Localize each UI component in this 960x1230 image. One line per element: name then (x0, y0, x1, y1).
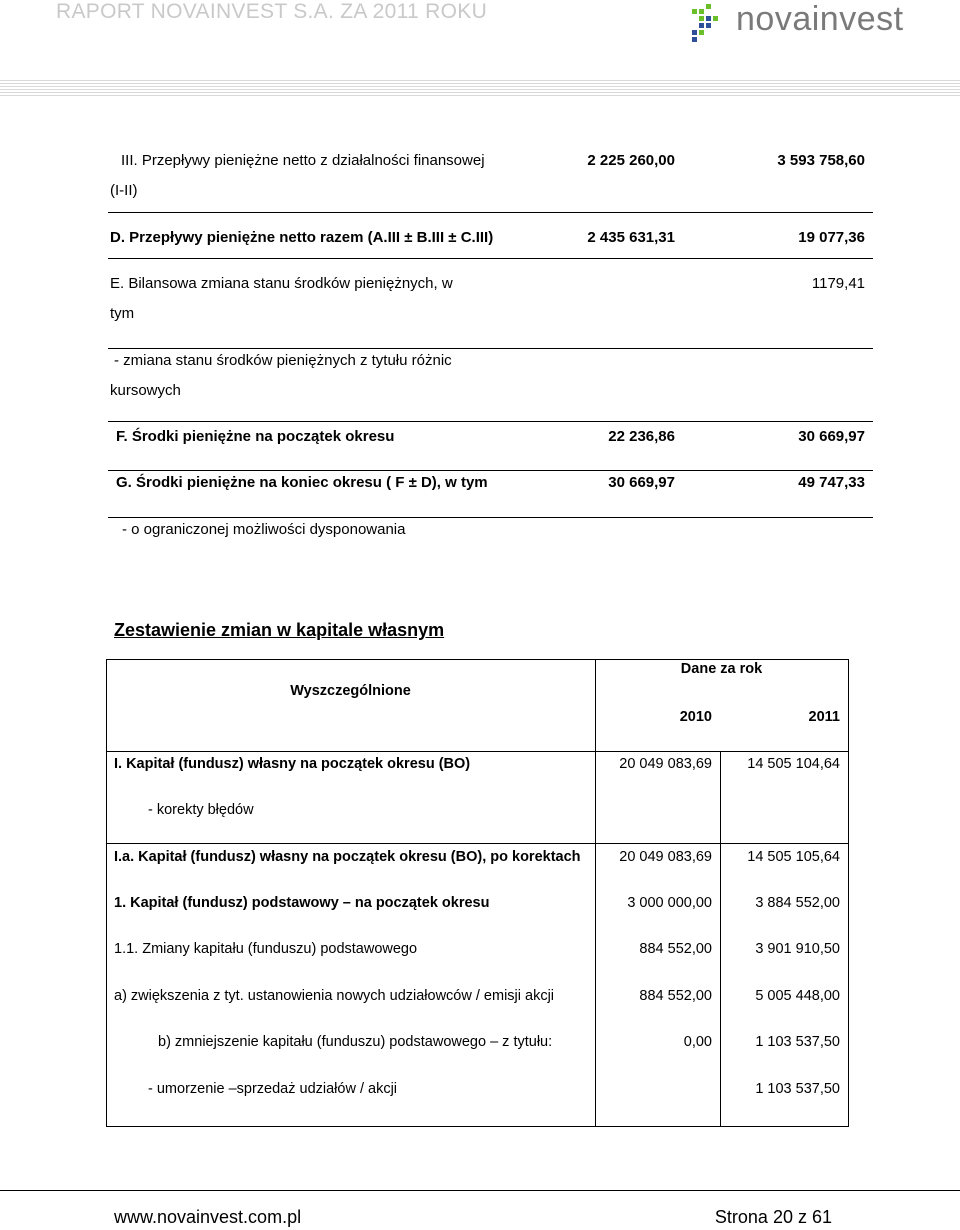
cf-value-2011: 49 747,33 (798, 474, 865, 491)
report-header-title: RAPORT NOVAINVEST S.A. ZA 2011 ROKU (56, 0, 488, 23)
cf-row-label: - zmiana stanu środków pieniężnych z tytułu różnic (114, 352, 452, 369)
table-cell-2011: 14 505 104,64 (747, 756, 840, 772)
header-year-2011: 2011 (808, 709, 840, 725)
logo-wordmark: novainvest (736, 0, 904, 38)
cf-row-label: D. Przepływy pieniężne netto razem (A.III ± B.III ± C.III) (110, 229, 494, 246)
table-cell-2010: 3 000 000,00 (627, 895, 712, 911)
cf-value-2011: 19 077,36 (798, 229, 865, 246)
table-cell-2011: 14 505 105,64 (747, 849, 840, 865)
cf-value-2011: 1179,41 (811, 275, 865, 292)
table-border-right (848, 659, 849, 1126)
table-border-bottom (106, 1126, 849, 1127)
table-cell-2010: 884 552,00 (639, 988, 712, 1004)
cf-row-label: E. Bilansowa zmiana stanu środków pieniężnych, w (110, 275, 453, 292)
table-border-left (106, 659, 107, 1126)
table-column-divider (720, 751, 721, 1126)
table-cell-2010: 20 049 083,69 (619, 756, 712, 772)
table-column-divider (595, 659, 596, 1126)
table-cell-2011: 1 103 537,50 (755, 1081, 840, 1097)
table-row-divider (106, 843, 849, 844)
cf-row-divider (108, 212, 873, 213)
cf-row-divider (108, 517, 873, 518)
cf-value-2010: 30 669,97 (608, 474, 675, 491)
table-row-label: - korekty błędów (148, 802, 254, 818)
cf-row-label: F. Środki pieniężne na początek okresu (116, 428, 395, 445)
cf-value-2010: 22 236,86 (608, 428, 675, 445)
cf-value-2011: 3 593 758,60 (777, 152, 865, 169)
table-row-label: I. Kapitał (fundusz) własny na początek okresu (BO) (114, 756, 471, 772)
table-row-label: b) zmniejszenie kapitału (funduszu) podstawowego – z tytułu: (158, 1034, 553, 1050)
header-divider-bar (0, 80, 960, 97)
cf-row-divider (108, 258, 873, 259)
cf-value-2011: 30 669,97 (798, 428, 865, 445)
cf-row-label: G. Środki pieniężne na koniec okresu ( F ± D), w tym (116, 474, 488, 491)
header-year-group: Dane za rok (680, 661, 763, 677)
equity-section-title: Zestawienie zmian w kapitale własnym (114, 620, 445, 640)
cf-row-label-cont: tym (110, 305, 135, 322)
header-year-2010: 2010 (679, 709, 712, 725)
footer-divider (0, 1190, 960, 1191)
table-row-label: I.a. Kapitał (fundusz) własny na początek okresu (BO), po korektach (114, 849, 581, 865)
table-border-top (106, 659, 849, 660)
table-cell-2011: 3 901 910,50 (755, 941, 840, 957)
cf-row-label: - o ograniczonej możliwości dysponowania (122, 521, 406, 538)
cf-value-2010: 2 225 260,00 (587, 152, 675, 169)
table-cell-2010: 884 552,00 (639, 941, 712, 957)
table-cell-2010: 0,00 (683, 1034, 712, 1050)
table-header-bottom (106, 751, 849, 752)
footer-website-link[interactable]: www.novainvest.com.pl (114, 1207, 302, 1227)
table-row-label: 1.1. Zmiany kapitału (funduszu) podstawowego (114, 941, 418, 957)
cf-row-label-cont: kursowych (110, 382, 181, 399)
cf-row-divider (108, 470, 873, 471)
footer-page-number: Strona 20 z 61 (714, 1207, 832, 1227)
cf-row-divider (108, 421, 873, 422)
table-row-label: a) zwiększenia z tyt. ustanowienia nowych udziałowców / emisji akcji (114, 988, 555, 1004)
table-cell-2011: 3 884 552,00 (755, 895, 840, 911)
table-row-label: 1. Kapitał (fundusz) podstawowy – na początek okresu (114, 895, 490, 911)
table-cell-2011: 5 005 448,00 (755, 988, 840, 1004)
cf-value-2010: 2 435 631,31 (587, 229, 675, 246)
header-description: Wyszczególnione (290, 683, 411, 699)
table-cell-2010: 20 049 083,69 (619, 849, 712, 865)
table-cell-2011: 1 103 537,50 (755, 1034, 840, 1050)
table-row-label: - umorzenie –sprzedaż udziałów / akcji (148, 1081, 398, 1097)
cf-row-divider (108, 348, 873, 349)
cf-row-label: III. Przepływy pieniężne netto z działalności finansowej (121, 152, 485, 169)
cf-row-label-cont: (I-II) (110, 182, 138, 199)
